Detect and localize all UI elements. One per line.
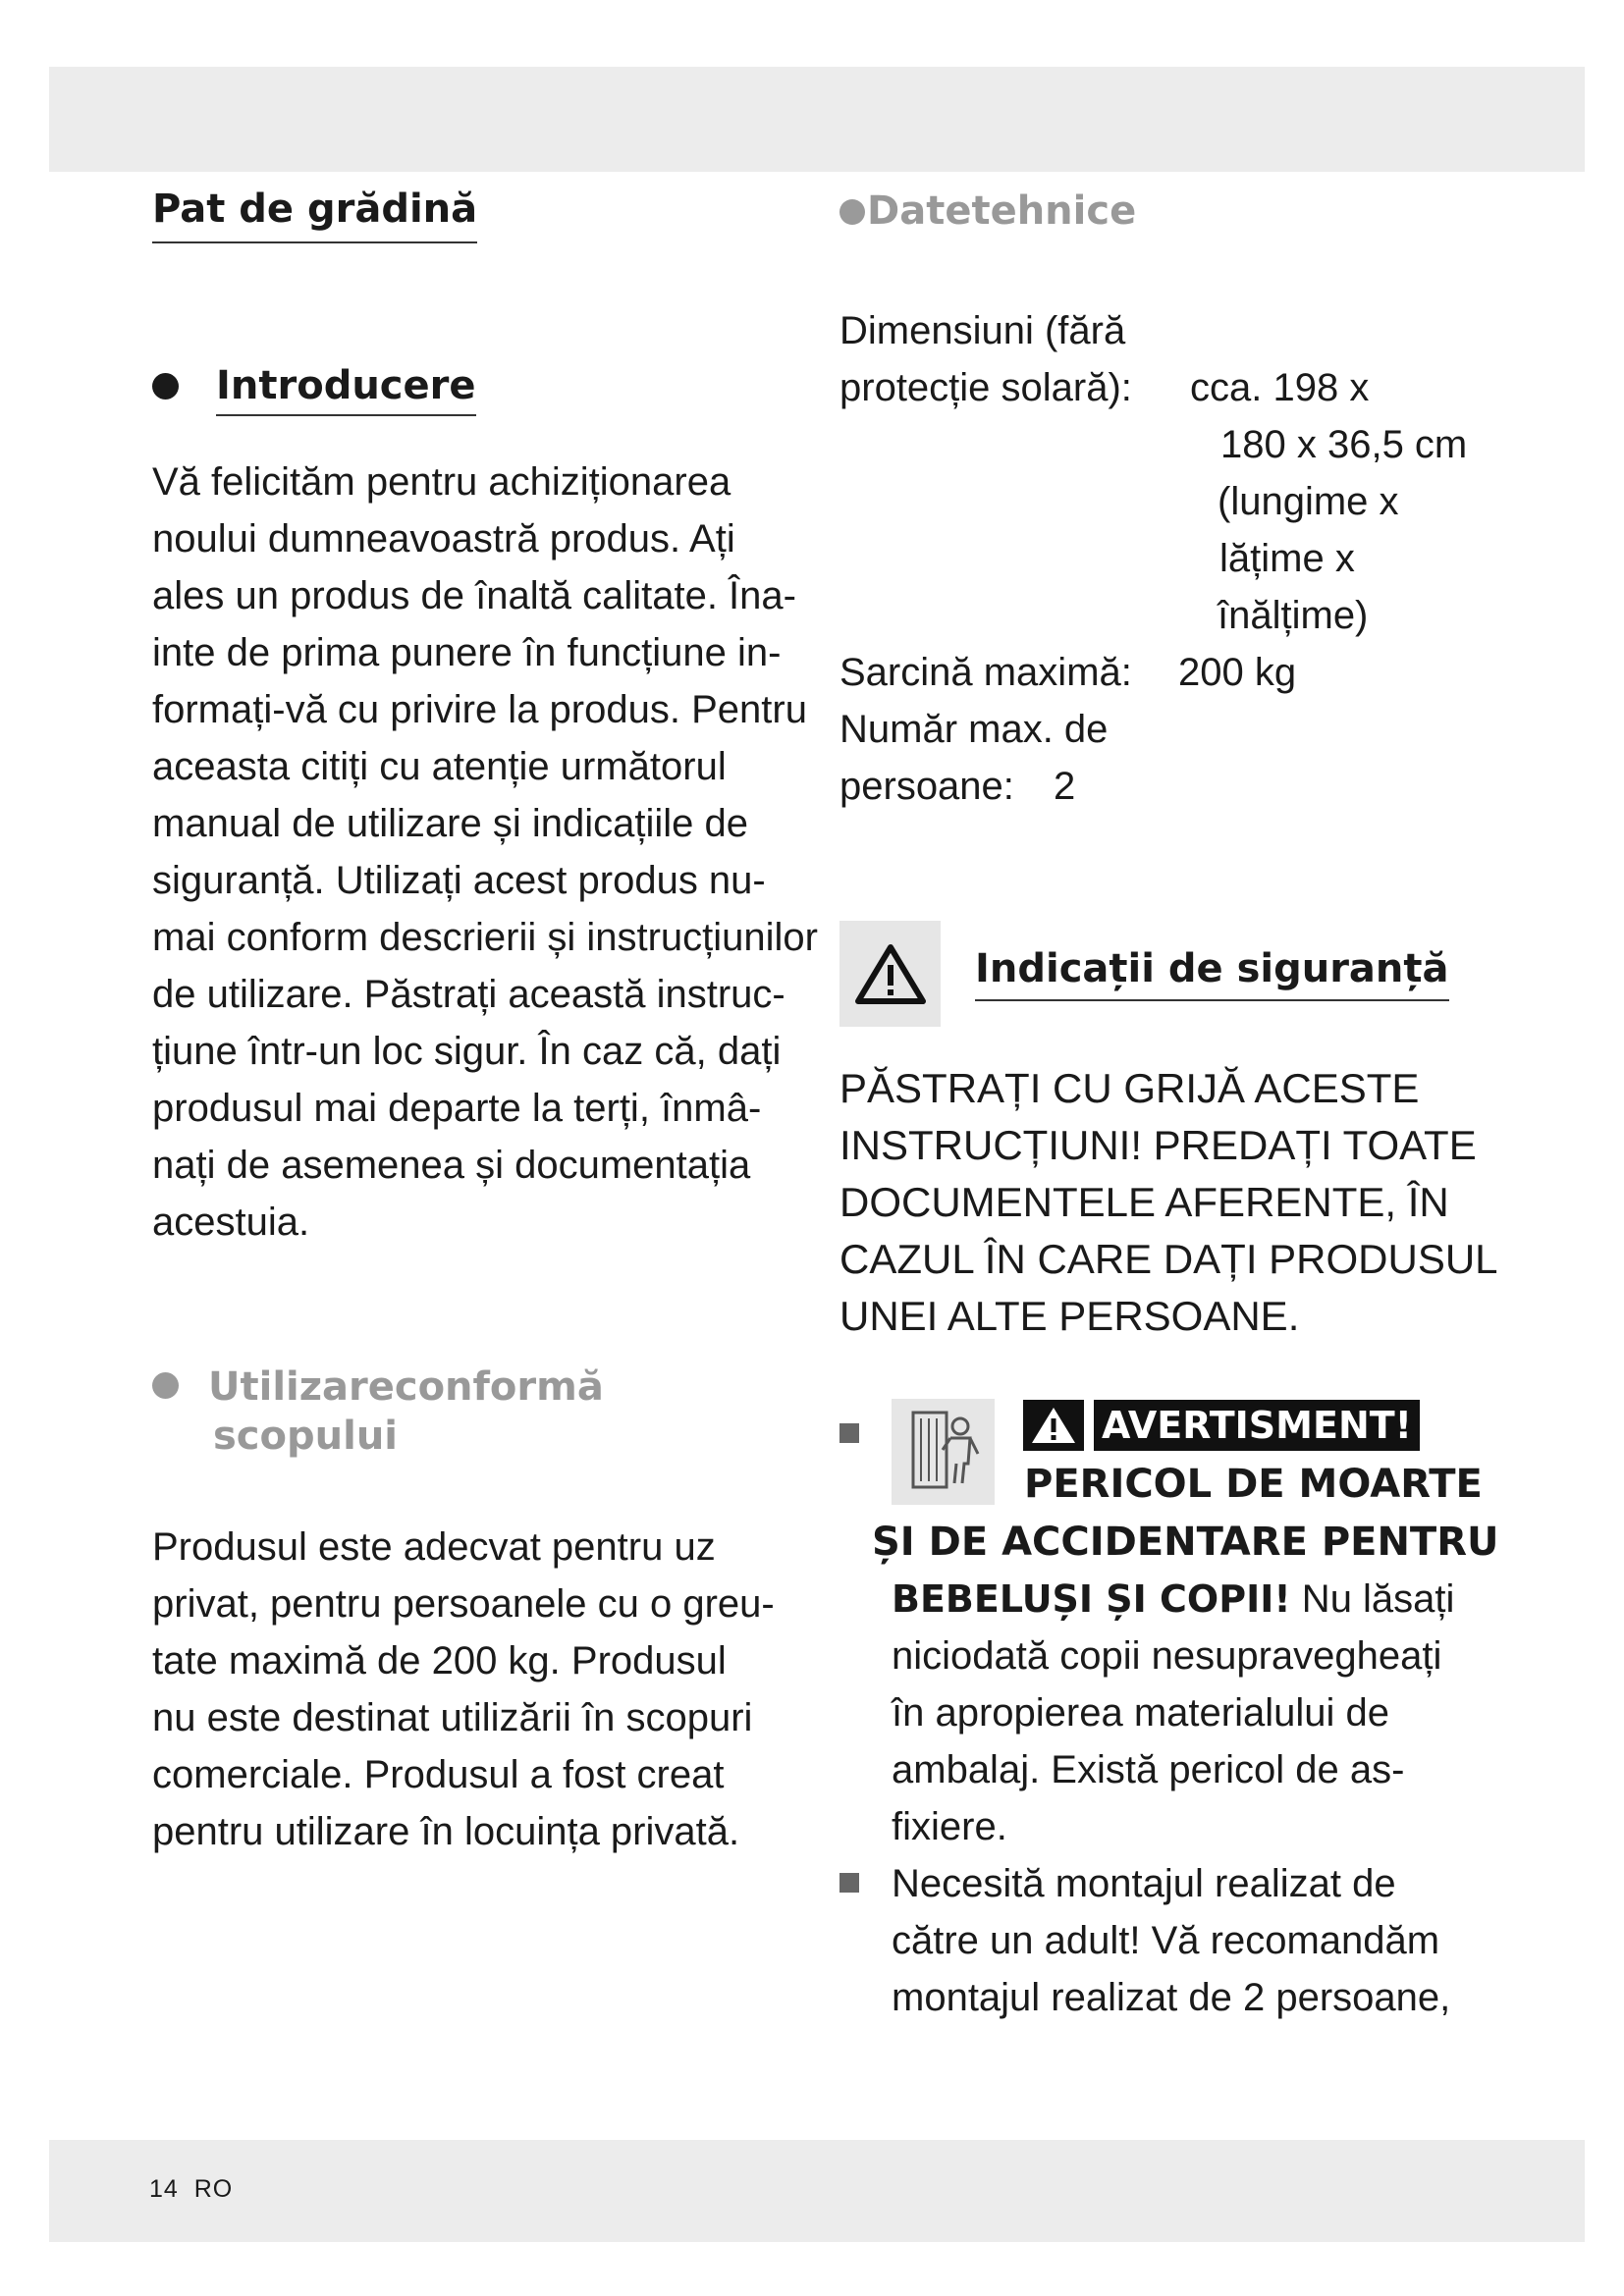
text-line: Vă felicităm pentru achiziționarea xyxy=(152,460,731,504)
text-line: produsul mai departe la terți, înmâ- xyxy=(152,1087,762,1130)
usage-heading-line: Utilizareconformă xyxy=(208,1364,604,1410)
load-label: Sarcină maximă: xyxy=(839,651,1132,694)
page-language: RO xyxy=(193,2175,234,2203)
text-line: mai conform descrierii și instrucțiunilor xyxy=(152,916,818,959)
warning-bold-line: ȘI DE ACCIDENTARE PENTRU xyxy=(872,1520,1499,1565)
persons-value: 2 xyxy=(1054,765,1076,808)
text-line: manual de utilizare și indicațiile de xyxy=(152,802,748,845)
persons-label: Număr max. de xyxy=(839,708,1109,751)
warning-line: niciodată copii nesupravegheați xyxy=(892,1634,1442,1678)
page-number-value: 14 xyxy=(149,2175,179,2203)
warning-line: în apropierea materialului de xyxy=(892,1691,1389,1735)
warning-line: ambalaj. Există pericol de as- xyxy=(892,1748,1405,1791)
notice-line: INSTRUCȚIUNI! PREDAȚI TOATE xyxy=(839,1122,1477,1168)
intro-heading-text: Introducere xyxy=(216,363,476,416)
text-line: siguranță. Utilizați acest produs nu- xyxy=(152,859,766,902)
bullet-square-icon xyxy=(839,1873,859,1893)
page-number xyxy=(149,2175,233,2204)
usage-paragraph xyxy=(152,1519,775,1860)
text-line: comerciale. Produsul a fost creat xyxy=(152,1753,725,1796)
warning-line: fixiere. xyxy=(892,1805,1007,1848)
text-line: nu este destinat utilizării în scopuri xyxy=(152,1696,753,1739)
notice-line: PĂSTRAȚI CU GRIJĂ ACESTE xyxy=(839,1065,1420,1111)
text-line: tate maximă de 200 kg. Produsul xyxy=(152,1639,727,1682)
dim-value: (lungime x xyxy=(1218,480,1399,523)
text-line: țiune într-un loc sigur. În caz că, dați xyxy=(152,1030,782,1073)
bullet-dot-icon xyxy=(152,373,179,400)
bullet-line: Necesită montajul realizat de xyxy=(892,1862,1396,1905)
text-line: nați de asemenea și documentația xyxy=(152,1144,751,1187)
dim-value: lățime x xyxy=(1219,537,1355,580)
tech-heading xyxy=(839,187,1136,241)
text-line: acestuia. xyxy=(152,1201,310,1244)
bullet-dot-icon xyxy=(839,199,865,225)
text-line: inte de prima punere în funcțiune in- xyxy=(152,631,782,674)
safety-heading xyxy=(839,921,1449,1027)
footer-band xyxy=(49,2140,1585,2242)
notice-line: UNEI ALTE PERSOANE. xyxy=(839,1293,1300,1339)
text-line: formați-vă cu privire la produs. Pentru xyxy=(152,688,807,731)
bullet-line: montajul realizat de 2 persoane, xyxy=(892,1976,1451,2019)
text-line: ales un produs de înaltă calitate. Îna- xyxy=(152,574,796,617)
warning-line xyxy=(892,1571,1454,1628)
dim-value: înălțime) xyxy=(1218,594,1369,637)
text-line: aceasta citiți cu atenție următorul xyxy=(152,745,727,788)
bullet-line: către un adult! Vă recomandăm xyxy=(892,1919,1440,1962)
intro-paragraph xyxy=(152,454,818,1251)
usage-heading-line: scopului xyxy=(213,1414,399,1459)
warning-badge xyxy=(1023,1400,1420,1451)
dim-label: Dimensiuni (fără xyxy=(839,309,1126,352)
child-safety-icon xyxy=(892,1399,995,1505)
tech-data xyxy=(839,302,1527,815)
warning-bold-line: BEBELUȘI ȘI COPII! xyxy=(892,1577,1291,1621)
usage-heading xyxy=(152,1362,604,1467)
usage-heading-text xyxy=(208,1362,604,1467)
bullet-dot-icon xyxy=(152,1372,179,1399)
warning-badge-label: AVERTISMENT! xyxy=(1094,1400,1420,1451)
persons-label: persoane: xyxy=(839,765,1014,808)
notice-line: CAZUL ÎN CARE DAȚI PRODUSUL xyxy=(839,1236,1498,1282)
warning-bold-line: PERICOL DE MOARTE xyxy=(1024,1462,1483,1507)
tech-heading-text: Datetehnice xyxy=(867,188,1137,234)
dim-value: 180 x 36,5 cm xyxy=(1220,423,1468,466)
dim-value: cca. 198 x xyxy=(1190,366,1370,409)
load-value: 200 kg xyxy=(1178,651,1297,694)
text-line: Produsul este adecvat pentru uz xyxy=(152,1525,716,1569)
notice-line: DOCUMENTELE AFERENTE, ÎN xyxy=(839,1179,1449,1225)
warning-text: Nu lăsați xyxy=(1290,1577,1455,1621)
header-band xyxy=(49,67,1585,172)
text-line: privat, pentru persoanele cu o greu- xyxy=(152,1582,775,1626)
text-line: noului dumneavoastră produs. Ați xyxy=(152,517,735,561)
text-line: pentru utilizare în locuința privată. xyxy=(152,1810,740,1853)
warning-triangle-icon xyxy=(839,921,941,1027)
text-line: de utilizare. Păstrați această instruc- xyxy=(152,973,785,1016)
keep-instructions-notice xyxy=(839,1060,1498,1345)
intro-heading xyxy=(152,363,476,416)
bullet-square-icon xyxy=(839,1423,859,1443)
page-title: Pat de grădină xyxy=(152,187,477,243)
dim-label: protecție solară): xyxy=(839,366,1132,409)
warning-triangle-icon xyxy=(1023,1400,1084,1451)
safety-heading-text: Indicații de siguranță xyxy=(975,946,1449,1001)
